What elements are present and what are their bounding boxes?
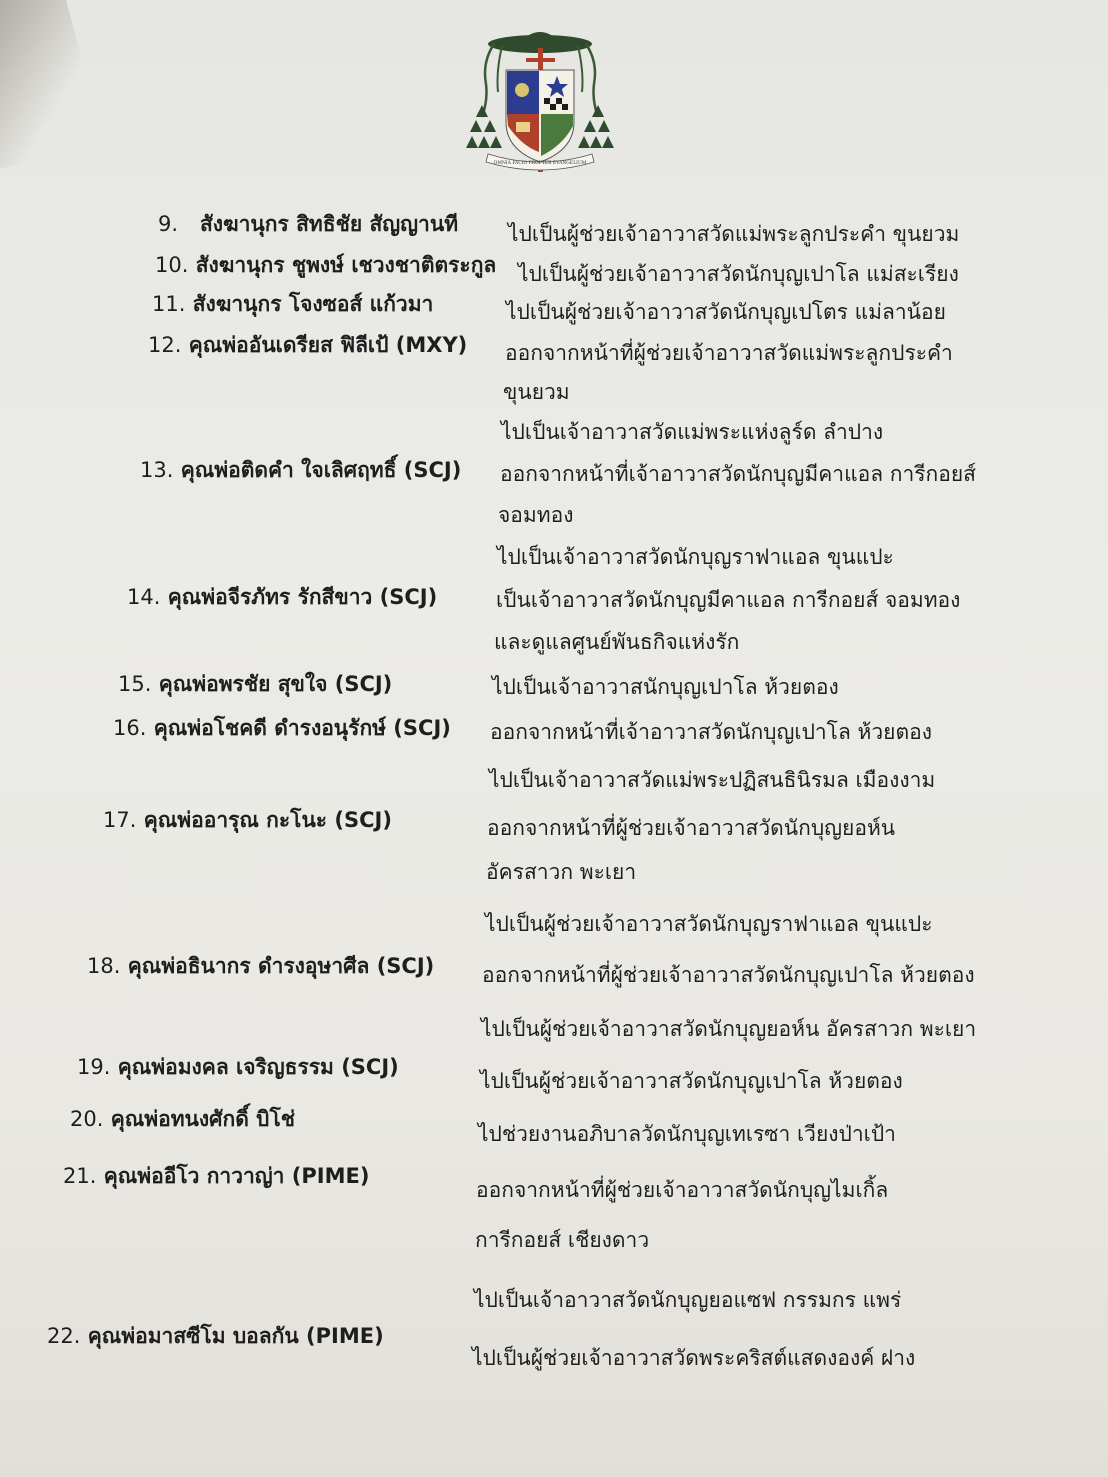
entry-19-assignment: ไปเป็นผู้ช่วยเจ้าอาวาสวัดนักบุญเปาโล ห้วยตอง: [480, 1069, 903, 1093]
entry-16-name: 16. คุณพ่อโชคดี ดำรงอนุรักษ์ (SCJ): [113, 716, 451, 740]
entry-13-name: 13. คุณพ่อติดคำ ใจเลิศฤทธิ์ (SCJ): [140, 458, 462, 482]
entry-13-assignment-line-2: จอมทอง: [498, 503, 574, 527]
entry-12-name: 12. คุณพ่ออันเดรียส ฟิลีเป้ (MXY): [148, 333, 468, 357]
entry-10-assignment: ไปเป็นผู้ช่วยเจ้าอาวาสวัดนักบุญเปาโล แม่สะเรียง: [518, 262, 959, 286]
entry-12-assignment-line-3: ไปเป็นเจ้าอาวาสวัดแม่พระแห่งลูร์ด ลำปาง: [501, 420, 884, 444]
entry-17-assignment-line-3: ไปเป็นผู้ช่วยเจ้าอาวาสวัดนักบุญราฟาแอล ขุนแปะ: [485, 912, 933, 936]
entry-9-assignment: ไปเป็นผู้ช่วยเจ้าอาวาสวัดแม่พระลูกประคำ ขุนยวม: [508, 222, 960, 246]
entry-17-assignment-line-1: ออกจากหน้าที่ผู้ช่วยเจ้าอาวาสวัดนักบุญยอห์น: [487, 816, 896, 840]
entry-13-assignment-line-1: ออกจากหน้าที่เจ้าอาวาสวัดนักบุญมีคาแอล การีกอยส์: [500, 462, 976, 486]
entry-21-assignment-line-1: ออกจากหน้าที่ผู้ช่วยเจ้าอาวาสวัดนักบุญไมเกิ้ล: [476, 1178, 889, 1202]
entry-20-name: 20. คุณพ่อทนงศักดิ์ บิโช่: [70, 1107, 296, 1131]
entry-16-assignment-line-1: ออกจากหน้าที่เจ้าอาวาสวัดนักบุญเปาโล ห้วยตอง: [490, 720, 932, 744]
entry-16-assignment-line-2: ไปเป็นเจ้าอาวาสวัดแม่พระปฏิสนธินิรมล เมืองงาม: [489, 768, 936, 792]
entry-11-assignment: ไปเป็นผู้ช่วยเจ้าอาวาสวัดนักบุญเปโตร แม่ลาน้อย: [506, 300, 946, 324]
entry-11-name: 11. สังฆานุกร โจงซอส์ แก้วมา: [152, 292, 434, 316]
entry-10-name: 10. สังฆานุกร ชูพงษ์ เชวงชาติตระกูล: [155, 253, 497, 277]
entry-21-name: 21. คุณพ่ออีโว กาวาญ่า (PIME): [63, 1164, 370, 1188]
crest-motto: OMNIA FACIO PROPTER EVANGELIUM: [493, 161, 587, 166]
entry-22-name: 22. คุณพ่อมาสซีโม บอลกัน (PIME): [47, 1324, 384, 1348]
entry-14-assignment-line-1: เป็นเจ้าอาวาสวัดนักบุญมีคาแอล การีกอยส์ จอมทอง: [496, 588, 961, 612]
entry-20-assignment: ไปช่วยงานอภิบาลวัดนักบุญเทเรซา เวียงป่าเป้า: [478, 1122, 896, 1146]
entry-12-assignment-line-1: ออกจากหน้าที่ผู้ช่วยเจ้าอาวาสวัดแม่พระลูกประคำ: [505, 341, 953, 365]
entry-12-assignment-line-2: ขุนยวม: [503, 380, 570, 404]
entry-14-name: 14. คุณพ่อจีรภัทร รักสีขาว (SCJ): [127, 585, 438, 609]
entry-18-assignment-line-2: ไปเป็นผู้ช่วยเจ้าอาวาสวัดนักบุญยอห์น อัครสาวก พะเยา: [481, 1017, 977, 1041]
entry-21-assignment-line-2: การีกอยส์ เชียงดาว: [475, 1228, 650, 1252]
entry-22-assignment: ไปเป็นผู้ช่วยเจ้าอาวาสวัดพระคริสต์แสดงองค์ ฝาง: [472, 1346, 916, 1370]
entry-17-name: 17. คุณพ่ออารุณ กะโนะ (SCJ): [103, 808, 392, 832]
entry-15-assignment: ไปเป็นเจ้าอาวาสนักบุญเปาโล ห้วยตอง: [492, 675, 839, 699]
entry-17-assignment-line-2: อัครสาวก พะเยา: [486, 860, 637, 884]
entry-18-assignment-line-1: ออกจากหน้าที่ผู้ช่วยเจ้าอาวาสวัดนักบุญเปาโล ห้วยตอง: [482, 963, 975, 987]
entry-9-name: 9. สังฆานุกร สิทธิชัย สัญญานที: [158, 212, 459, 236]
entry-13-assignment-line-3: ไปเป็นเจ้าอาวาสวัดนักบุญราฟาแอล ขุนแปะ: [497, 545, 894, 569]
entry-14-assignment-line-2: และดูแลศูนย์พันธกิจแห่งรัก: [494, 630, 740, 654]
entry-15-name: 15. คุณพ่อพรชัย สุขใจ (SCJ): [118, 672, 393, 696]
entry-19-name: 19. คุณพ่อมงคล เจริญธรรม (SCJ): [77, 1055, 399, 1079]
entry-21-assignment-line-3: ไปเป็นเจ้าอาวาสวัดนักบุญยอแซฟ กรรมกร แพร่: [474, 1288, 902, 1312]
entry-18-name: 18. คุณพ่อธินากร ดำรงอุษาศีล (SCJ): [87, 954, 435, 978]
